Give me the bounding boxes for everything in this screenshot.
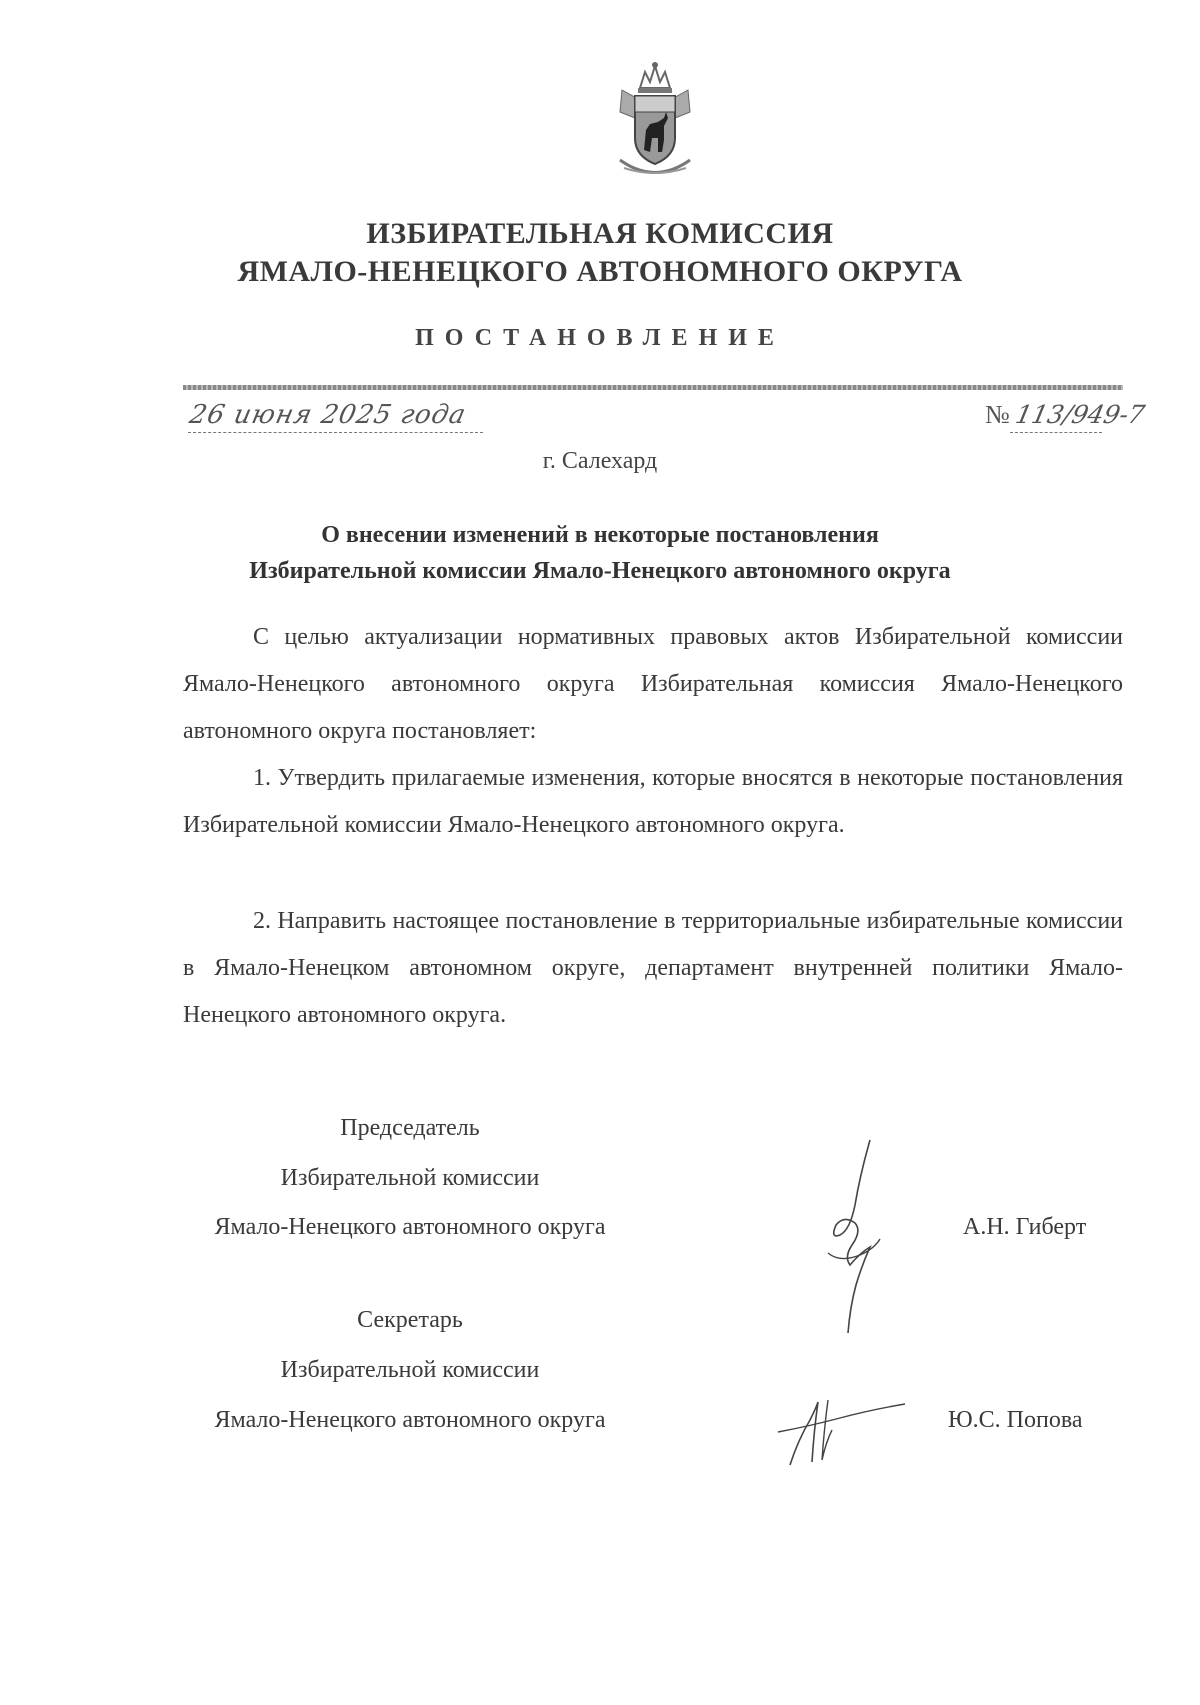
chair-title-3: Ямало-Ненецкого автономного округа: [214, 1214, 606, 1240]
chair-title-2: Избирательной комиссии: [280, 1165, 540, 1191]
subject-line2: Избирательной комиссии Ямало-Ненецкого автономного округа: [249, 558, 951, 584]
number-sign: №: [985, 400, 1010, 429]
paragraph-text: 1. Утвердить прилагаемые изменения, которые вносятся в некоторые постановления Избирательной комиссии Ямало-Ненецкого автономного округа.: [183, 765, 1123, 838]
handwritten-date: 26 июня 2025 года: [186, 400, 469, 430]
secretary-title-1: Секретарь: [357, 1307, 463, 1333]
chair-name: А.Н. Гиберт: [963, 1214, 1087, 1240]
date-underline: [188, 432, 483, 434]
paragraph-item-1: [183, 755, 1123, 849]
paragraph-text: 2. Направить настоящее постановление в территориальные избирательные комиссии в Ямало-Ненецком автономном округе, департамент внутренней политики Ямало-Ненецкого автономного округа.: [183, 908, 1123, 1028]
handwritten-number: 113/949-7: [1012, 400, 1148, 429]
chair-title-1: Председатель: [340, 1115, 480, 1141]
number-underline: [1010, 432, 1102, 434]
paragraph-text: С целью актуализации нормативных правовых актов Избирательной комиссии Ямало-Ненецкого автономного округа Избирательная комиссия Ямало-Ненецкого автономного округа постановляет:: [183, 624, 1123, 744]
subject-line1: О внесении изменений в некоторые постановления: [321, 522, 879, 548]
secretary-title-3: Ямало-Ненецкого автономного округа: [214, 1407, 606, 1433]
city: г. Салехард: [542, 448, 658, 474]
paragraph-item-2: [183, 898, 1123, 1039]
paragraph-preamble: [183, 614, 1123, 755]
document-number: [985, 400, 1148, 430]
coat-of-arms-emblem: [610, 60, 700, 182]
header-divider: [183, 385, 1123, 390]
chair-signature: [800, 1135, 900, 1335]
secretary-title-2: Избирательной комиссии: [280, 1357, 540, 1383]
secretary-signature: [770, 1390, 910, 1470]
document-type: ПОСТАНОВЛЕНИЕ: [415, 325, 785, 351]
secretary-name: Ю.С. Попова: [948, 1407, 1083, 1433]
organization-title-line2: ЯМАЛО-НЕНЕЦКОГО АВТОНОМНОГО ОКРУГА: [237, 255, 963, 288]
organization-title-line1: ИЗБИРАТЕЛЬНАЯ КОМИССИЯ: [366, 217, 834, 250]
